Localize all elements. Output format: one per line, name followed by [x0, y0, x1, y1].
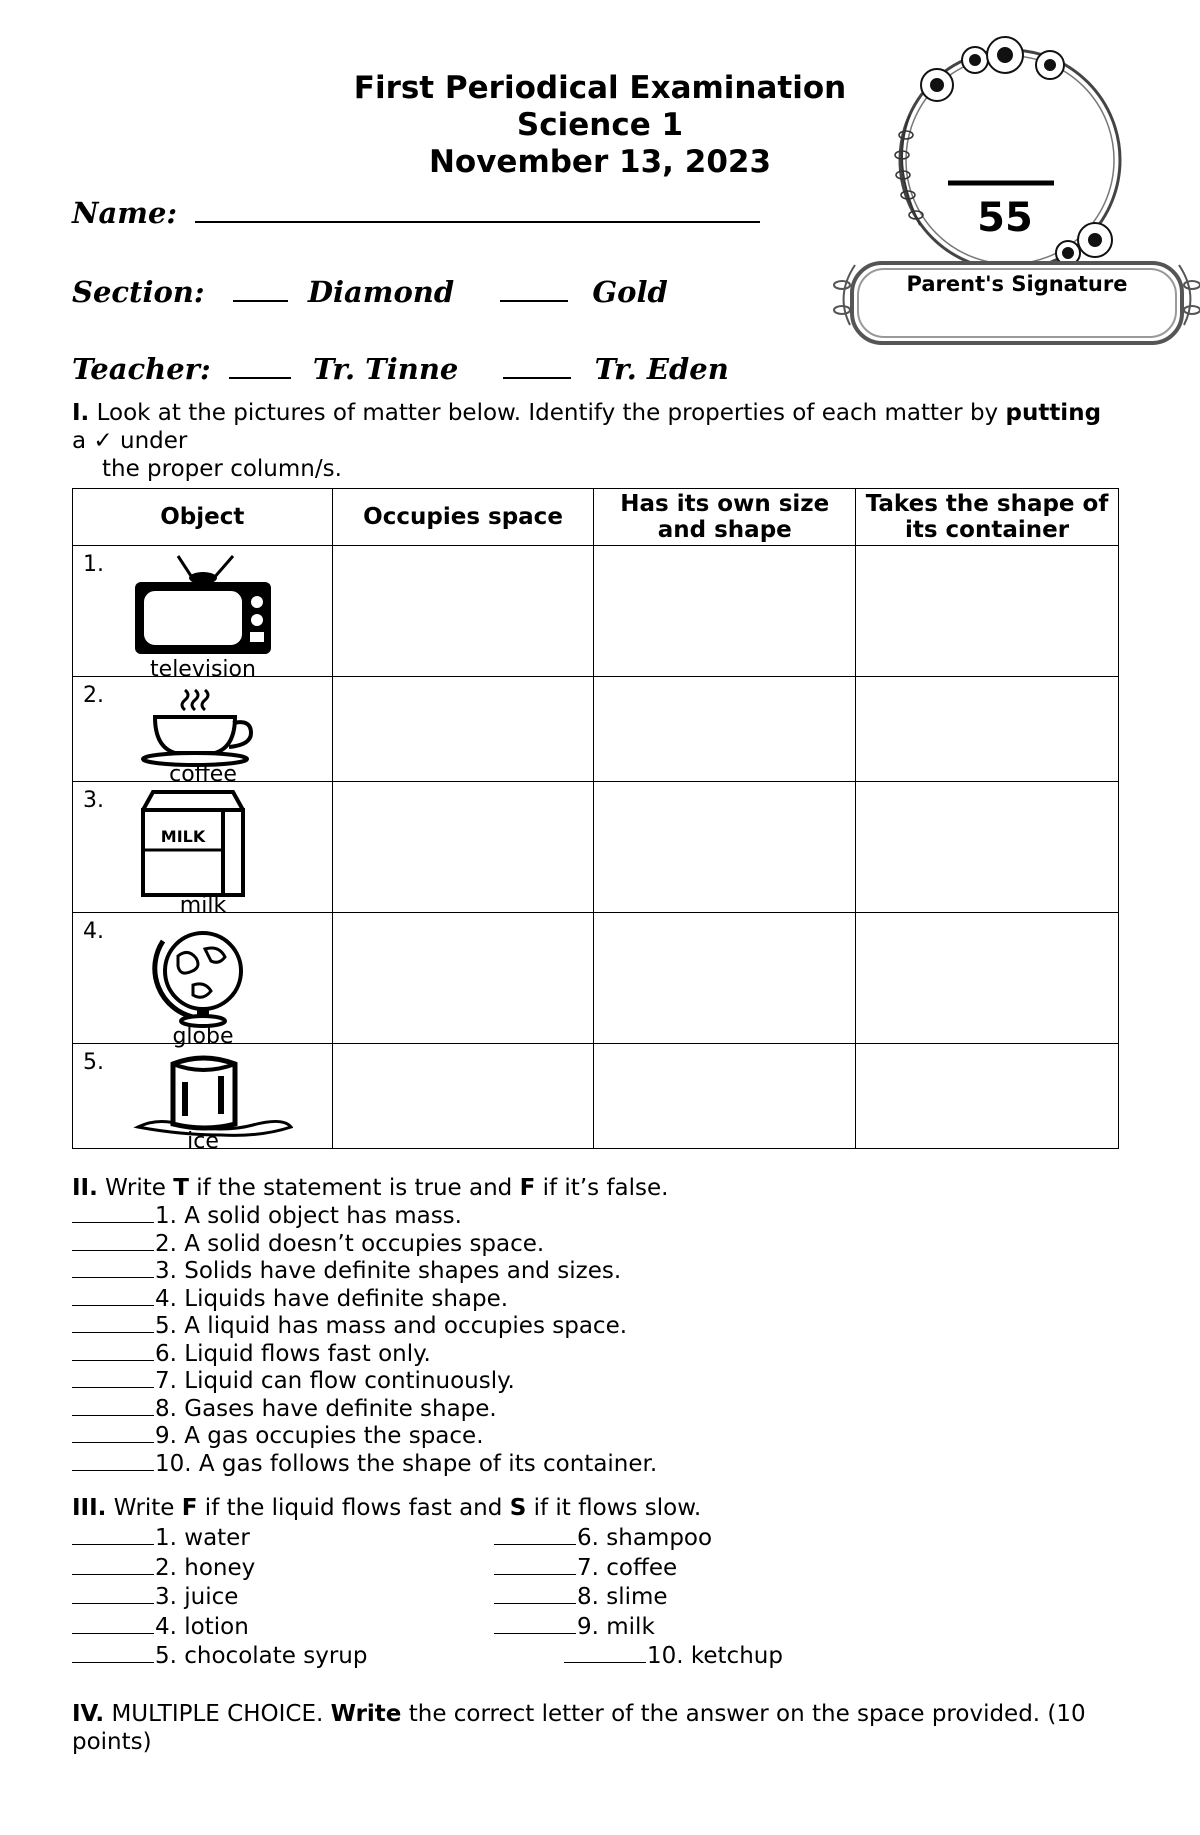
answer-cell[interactable] [594, 913, 856, 1044]
score-value: 55 [977, 195, 1033, 241]
carton-text: MILK [160, 827, 206, 846]
milk-carton-icon [133, 790, 273, 898]
coffee-cup-icon [133, 685, 273, 770]
list-item: 1. A solid object has mass. [72, 1203, 657, 1231]
list-item: 2. A solid doesn’t occupies space. [72, 1231, 657, 1259]
list-item: 5. chocolate syrup [72, 1642, 367, 1672]
object-cell: 4. globe [73, 913, 333, 1044]
list-item: 4. Liquids have definite shape. [72, 1286, 657, 1314]
answer-blank[interactable] [72, 1544, 154, 1545]
answer-blank[interactable] [494, 1633, 576, 1634]
list-item: 4. lotion [72, 1613, 367, 1643]
name-row [72, 196, 760, 230]
answer-blank[interactable] [72, 1662, 154, 1663]
answer-blank[interactable] [72, 1633, 154, 1634]
header-occupies-space: Occupies space [332, 489, 594, 546]
answer-cell[interactable] [856, 1044, 1119, 1149]
answer-cell[interactable] [332, 913, 594, 1044]
answer-cell[interactable] [856, 782, 1119, 913]
part4-instruction: IV. MULTIPLE CHOICE. Write the correct letter of the answer on the space provided. (10 points) [72, 1701, 1086, 1755]
list-item: 10. A gas follows the shape of its container. [72, 1451, 657, 1479]
part3-instruction: III. Write F if the liquid flows fast and S if it flows slow. [72, 1495, 702, 1521]
answer-cell[interactable] [856, 546, 1119, 677]
answer-blank[interactable] [72, 1250, 154, 1251]
table-row [73, 677, 1119, 782]
parent-signature-label: Parent's Signature [906, 272, 1128, 296]
object-cell: 2. coffee [73, 677, 333, 782]
answer-blank[interactable] [72, 1442, 154, 1443]
list-item: 6. Liquid flows fast only. [72, 1341, 657, 1369]
answer-cell[interactable] [332, 1044, 594, 1149]
answer-cell[interactable] [332, 782, 594, 913]
answer-blank[interactable] [72, 1277, 154, 1278]
header-own-size-shape: Has its own size and shape [594, 489, 856, 546]
answer-blank[interactable] [494, 1574, 576, 1575]
list-item: 7. coffee [494, 1554, 783, 1584]
list-item: 8. slime [494, 1583, 783, 1613]
teacher-eden-blank[interactable] [503, 377, 571, 379]
answer-blank[interactable] [72, 1470, 154, 1471]
globe-icon [133, 921, 273, 1029]
answer-cell[interactable] [856, 677, 1119, 782]
table-header-row [73, 489, 1119, 546]
properties-table [72, 488, 1119, 1154]
teacher-option-tinne: Tr. Tinne [312, 352, 459, 386]
answer-blank[interactable] [72, 1415, 154, 1416]
list-item: 1. water [72, 1524, 367, 1554]
answer-cell[interactable] [594, 677, 856, 782]
section-label: Section: [72, 275, 205, 309]
subject-title: Science 1 [516, 107, 684, 143]
section-option-diamond: Diamond [307, 275, 455, 309]
list-item: 9. A gas occupies the space. [72, 1423, 657, 1451]
section-row [72, 275, 668, 309]
answer-blank[interactable] [72, 1603, 154, 1604]
answer-blank[interactable] [564, 1662, 646, 1663]
list-item: 3. juice [72, 1583, 367, 1613]
score-badge [830, 25, 1200, 365]
answer-blank[interactable] [72, 1332, 154, 1333]
teacher-row [72, 352, 729, 386]
answer-blank[interactable] [72, 1360, 154, 1361]
answer-cell[interactable] [332, 546, 594, 677]
part1-instruction: I. Look at the pictures of matter below. Identify the properties of each matter by putting a ✓ under the proper column/s. [72, 400, 1102, 482]
list-item: 2. honey [72, 1554, 367, 1584]
header-takes-container-shape: Takes the shape of its container [856, 489, 1119, 546]
list-item: 9. milk [494, 1613, 783, 1643]
answer-cell[interactable] [332, 677, 594, 782]
table-row [73, 782, 1119, 913]
list-item: 6. shampoo [494, 1524, 783, 1554]
answer-cell[interactable] [594, 546, 856, 677]
list-item: 8. Gases have definite shape. [72, 1396, 657, 1424]
teacher-option-eden: Tr. Eden [594, 352, 729, 386]
header-object: Object [73, 489, 333, 546]
part2-instruction: II. Write T if the statement is true and F if it’s false. [72, 1175, 669, 1201]
object-cell: 1. television [73, 546, 333, 677]
answer-cell[interactable] [594, 1044, 856, 1149]
table-row [73, 1044, 1119, 1149]
answer-blank[interactable] [72, 1574, 154, 1575]
table-row [73, 546, 1119, 677]
exam-date: November 13, 2023 [428, 144, 772, 180]
answer-blank[interactable] [494, 1544, 576, 1545]
teacher-tinne-blank[interactable] [229, 377, 291, 379]
name-field[interactable] [195, 221, 760, 223]
object-cell: 5. ice [73, 1044, 333, 1149]
answer-cell[interactable] [856, 913, 1119, 1044]
list-item: 10. ketchup [494, 1642, 783, 1672]
answer-cell[interactable] [594, 782, 856, 913]
list-item: 7. Liquid can flow continuously. [72, 1368, 657, 1396]
section-diamond-blank[interactable] [233, 300, 288, 302]
list-item: 5. A liquid has mass and occupies space. [72, 1313, 657, 1341]
teacher-label: Teacher: [72, 352, 211, 386]
name-label: Name: [72, 196, 178, 230]
table-row [73, 913, 1119, 1044]
answer-blank[interactable] [72, 1222, 154, 1223]
exam-title: First Periodical Examination [353, 70, 847, 106]
television-icon [133, 554, 273, 659]
answer-blank[interactable] [72, 1305, 154, 1306]
section-gold-blank[interactable] [500, 300, 568, 302]
section-option-gold: Gold [592, 275, 668, 309]
part2-list [72, 1203, 657, 1478]
object-cell: 3. MILK milk [73, 782, 333, 913]
list-item: 3. Solids have definite shapes and sizes. [72, 1258, 657, 1286]
answer-blank[interactable] [72, 1387, 154, 1388]
part3-right-list [494, 1524, 783, 1672]
part3-left-list [72, 1524, 367, 1672]
answer-blank[interactable] [494, 1603, 576, 1604]
